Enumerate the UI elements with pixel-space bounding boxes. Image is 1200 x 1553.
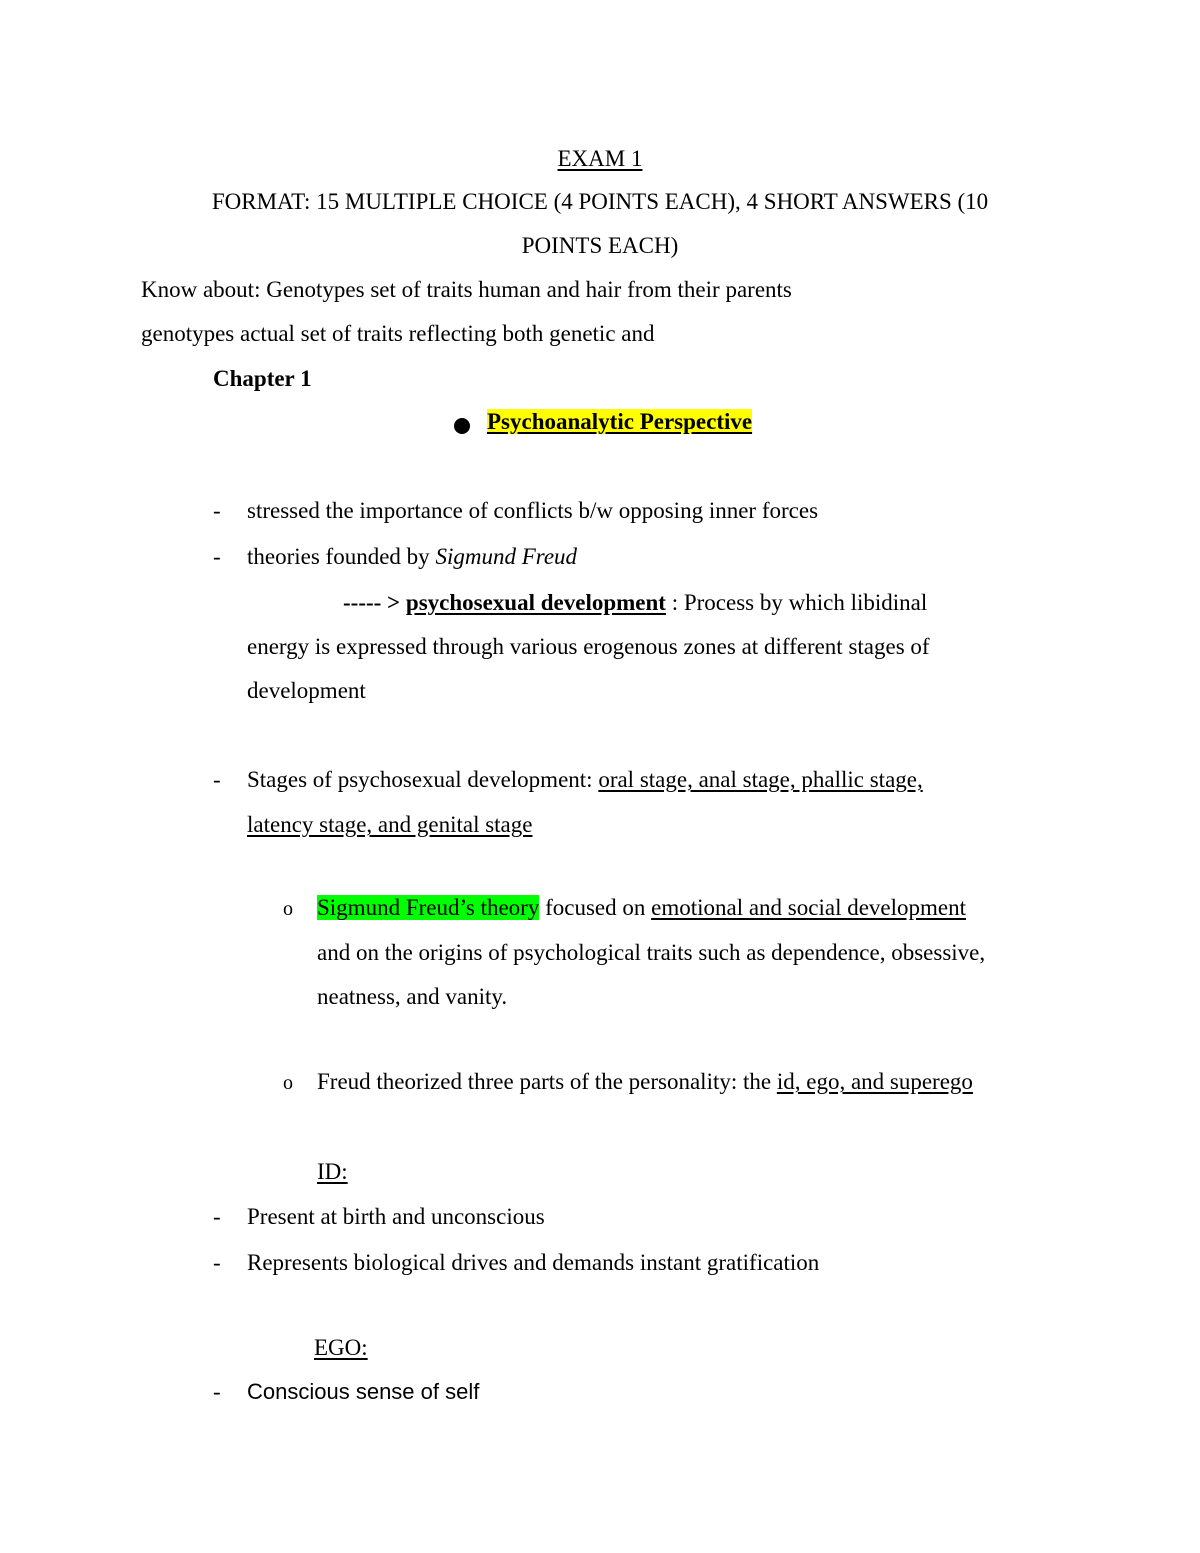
bullet-conflicts: stressed the importance of conflicts b/w opposing inner forces — [247, 498, 819, 523]
personality-parts-line — [317, 1068, 973, 1096]
psychosexual-term: psychosexual development — [405, 590, 666, 615]
dash-marker: - — [213, 1250, 221, 1275]
stages-line-2 — [247, 811, 532, 839]
stages-line-1 — [247, 766, 923, 794]
dash-marker: - — [213, 544, 221, 569]
definition-start: : Process by which libidinal — [665, 590, 928, 615]
founded-prefix: theories founded by — [247, 544, 436, 569]
intro-line-2: genotypes actual set of traits reflecting both genetic and — [141, 321, 655, 346]
id-heading — [317, 1158, 348, 1186]
freud-theory-line-1 — [317, 894, 966, 922]
freud-name: Sigmund Freud — [435, 544, 578, 569]
exam-title-text: EXAM 1 — [557, 146, 643, 171]
ego-heading-text: EGO: — [314, 1335, 368, 1360]
section-heading — [487, 408, 752, 436]
freud-theory-mid: focused on — [539, 895, 652, 920]
section-heading-text: Psychoanalytic Perspective — [487, 409, 753, 434]
dash-marker: - — [213, 498, 221, 523]
stages-list-part-2: latency stage, and genital stage — [247, 812, 533, 837]
psychosexual-definition-line-2: energy is expressed through various erogenous zones at different stages of — [247, 634, 930, 659]
ego-heading — [314, 1334, 368, 1362]
stages-prefix: Stages of psychosexual development: — [247, 767, 599, 792]
stages-list-part-1: oral stage, anal stage, phallic stage, — [598, 767, 923, 792]
psychosexual-definition-line-3: development — [247, 678, 366, 703]
format-line-2: POINTS EACH) — [521, 233, 679, 258]
hollow-bullet-icon: o — [283, 898, 293, 920]
psychosexual-definition-line-1 — [343, 589, 927, 617]
arrow-marker: ----- > — [343, 590, 406, 615]
dash-marker: - — [213, 1379, 221, 1404]
freud-theory-line-2: and on the origins of psychological traits such as dependence, obsessive, — [317, 940, 986, 965]
ego-item-1: Conscious sense of self — [247, 1379, 480, 1404]
freud-theory-highlight: Sigmund Freud’s theory — [317, 895, 540, 920]
hollow-bullet-icon: o — [283, 1072, 293, 1094]
freud-theory-line-3: neatness, and vanity. — [317, 984, 508, 1009]
emotional-social-development: emotional and social development — [651, 895, 967, 920]
id-heading-text: ID: — [317, 1159, 348, 1184]
chapter-heading: Chapter 1 — [213, 366, 312, 391]
dash-marker: - — [213, 767, 221, 792]
dash-marker: - — [213, 1204, 221, 1229]
filled-bullet-icon — [454, 418, 470, 434]
id-ego-superego: id, ego, and superego — [776, 1069, 973, 1094]
bullet-founded — [247, 543, 577, 571]
id-item-1: Present at birth and unconscious — [247, 1204, 545, 1229]
intro-line-1: Know about: Genotypes set of traits human and hair from their parents — [141, 277, 792, 302]
id-item-2: Represents biological drives and demands instant gratification — [247, 1250, 820, 1275]
format-line-1: FORMAT: 15 MULTIPLE CHOICE (4 POINTS EACH), 4 SHORT ANSWERS (10 — [211, 189, 989, 214]
exam-title — [0, 145, 1200, 173]
personality-prefix: Freud theorized three parts of the personality: the — [317, 1069, 777, 1094]
